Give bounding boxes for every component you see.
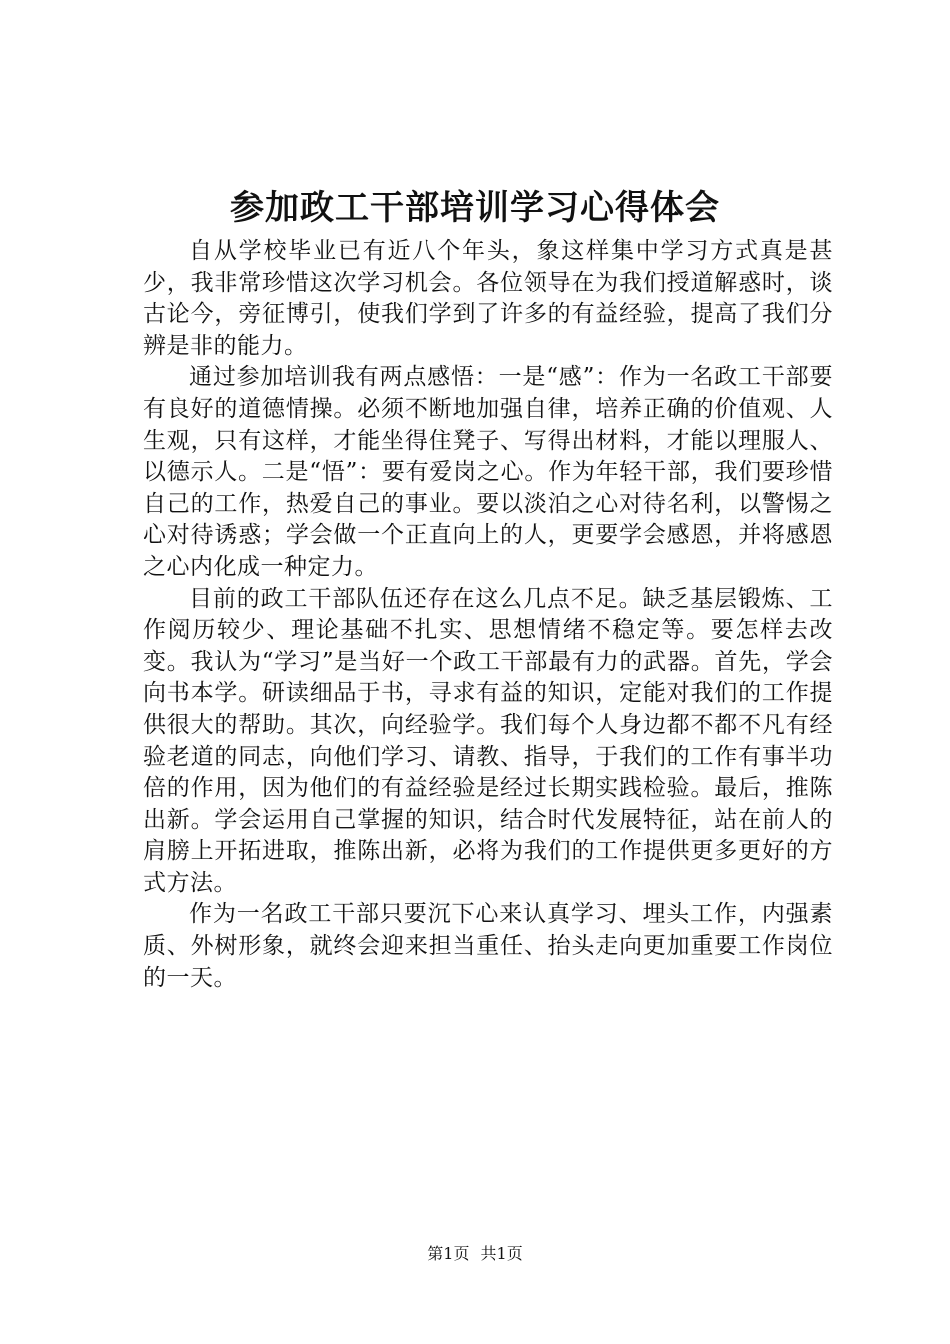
document-title: 参加政工干部培训学习心得体会 — [230, 188, 720, 228]
paragraph-4: 作为一名政工干部只要沉下心来认真学习、埋头工作，内强素质、外树形象，就终会迎来担当重任、抬头走向更加重要工作岗位的一天。 — [143, 901, 833, 991]
page-total: 共1页 — [480, 1244, 523, 1263]
page-footer — [0, 1242, 950, 1266]
paragraph-3: 目前的政工干部队伍还存在这么几点不足。缺乏基层锻炼、工作阅历较少、理论基础不扎实、思想情绪不稳定等。要怎样去改变。我认为“学习”是当好一个政工干部最有力的武器。首先，学会向书本学。研读细品于书，寻求有益的知识，定能对我们的工作提供很大的帮助。其次，向经验学。我们每个人身边都不都不凡有经验老道的同志，向他们学习、请教、指导，于我们的工作有事半功倍的作用，因为他们的有益经验是经过长期实践检验。最后，推陈出新。学会运用自己掌握的知识，结合时代发展特征，站在前人的肩膀上开拓进取，推陈出新，必将为我们的工作提供更多更好的方式方法。 — [143, 585, 833, 896]
paragraph-1: 自从学校毕业已有近八个年头，象这样集中学习方式真是甚少，我非常珍惜这次学习机会。各位领导在为我们授道解惑时，谈古论今，旁征博引，使我们学到了许多的有益经验，提高了我们分辨是非的能力。 — [143, 238, 833, 359]
document-body — [143, 236, 833, 994]
paragraph-2: 通过参加培训我有两点感悟：一是“感”：作为一名政工干部要有良好的道德情操。必须不断地加强自律，培养正确的价值观、人生观，只有这样，才能坐得住凳子、写得出材料，才能以理服人、以德示人。二是“悟”：要有爱岗之心。作为年轻干部，我们要珍惜自己的工作，热爱自己的事业。要以淡泊之心对待名利，以警惕之心对待诱惑；学会做一个正直向上的人，更要学会感恩，并将感恩之心内化成一种定力。 — [143, 364, 833, 580]
page-number: 第1页 — [427, 1244, 470, 1263]
